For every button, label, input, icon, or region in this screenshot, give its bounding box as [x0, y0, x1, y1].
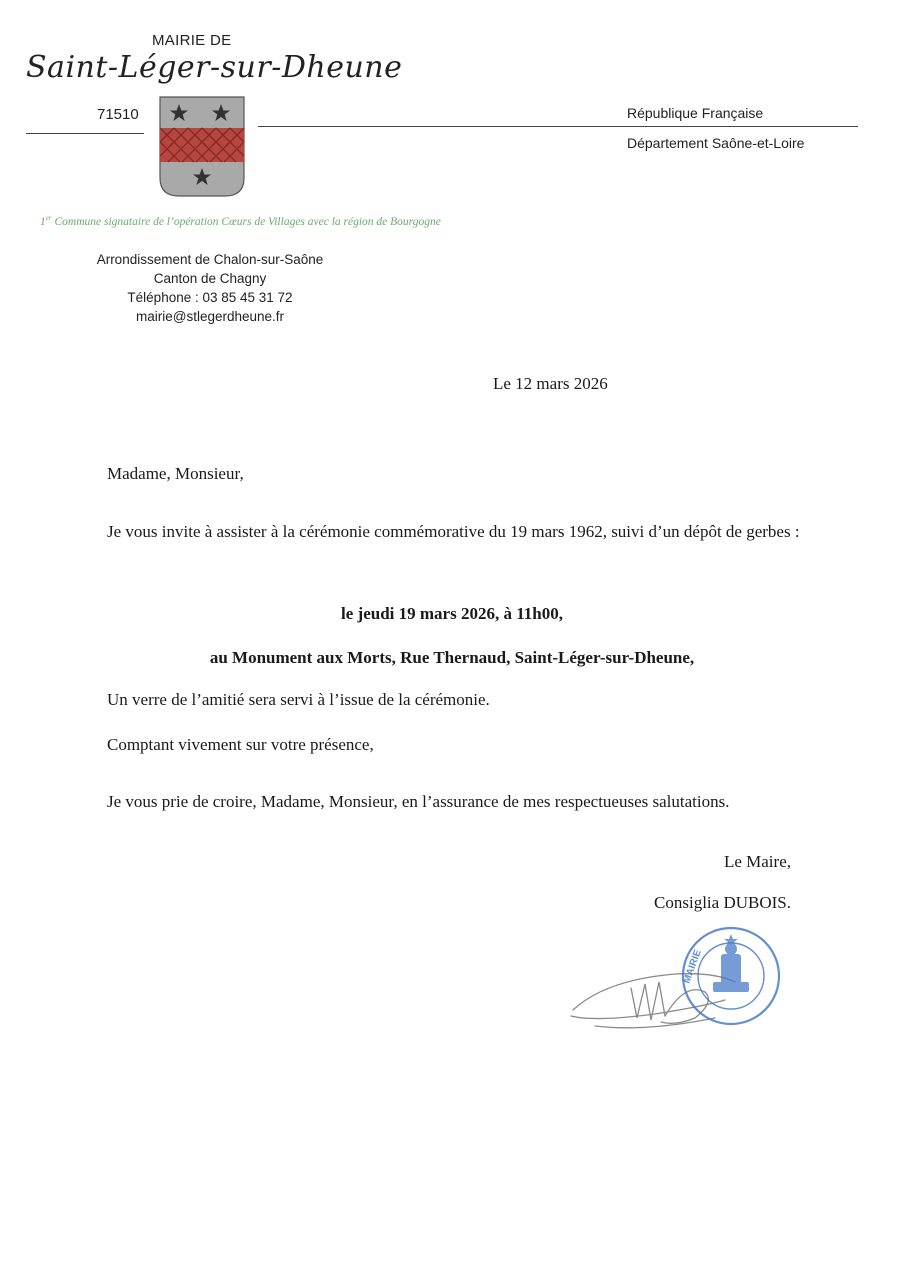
event-date: le jeudi 19 mars 2026, à 11h00,: [341, 604, 563, 623]
arrondissement: Arrondissement de Chalon-sur-Saône: [96, 252, 324, 267]
telephone: Téléphone : 03 85 45 31 72: [127, 290, 293, 305]
coat-of-arms-icon: [159, 96, 245, 200]
stamp-text: MAIRIE: [681, 948, 704, 986]
verre-paragraph: Un verre de l’amitié sera servi à l’issue de la cérémonie.: [107, 690, 490, 709]
canton: Canton de Chagny: [153, 271, 267, 286]
signature-stamp-icon: [565, 922, 785, 1040]
header-rule-right: [258, 126, 858, 127]
commune-name: Saint-Léger-sur-Dheune: [26, 50, 403, 85]
republique-label: République Française: [627, 105, 764, 121]
tagline: [40, 214, 441, 228]
tagline-rest: Commune signataire de l’opération Cœurs de Villages avec la région de Bourgogne: [51, 215, 441, 228]
mairie-de-label: MAIRIE DE: [152, 32, 232, 49]
event-place: au Monument aux Morts, Rue Thernaud, Saint-Léger-sur-Dheune,: [209, 648, 695, 667]
tagline-sup: er: [45, 214, 52, 222]
address-block: [60, 250, 360, 326]
formule-paragraph: Je vous prie de croire, Madame, Monsieur, en l’assurance de mes respectueuses salutations.: [107, 792, 730, 811]
invitation-paragraph: Je vous invite à assister à la cérémonie commémorative du 19 mars 1962, suivi d’un dépôt de gerbes :: [107, 522, 800, 541]
salutation: Madame, Monsieur,: [107, 464, 244, 483]
signatory-title: Le Maire,: [723, 852, 791, 871]
letter-date: Le 12 mars 2026: [493, 374, 608, 393]
tagline-first: 1: [40, 215, 46, 228]
header-rule-left: [26, 133, 144, 134]
postcode: 71510: [97, 106, 139, 123]
departement-label: Département Saône-et-Loire: [627, 135, 805, 151]
signatory-name: Consiglia DUBOIS.: [654, 893, 791, 912]
email: mairie@stlegerdheune.fr: [135, 309, 285, 324]
comptant-paragraph: Comptant vivement sur votre présence,: [107, 735, 374, 754]
